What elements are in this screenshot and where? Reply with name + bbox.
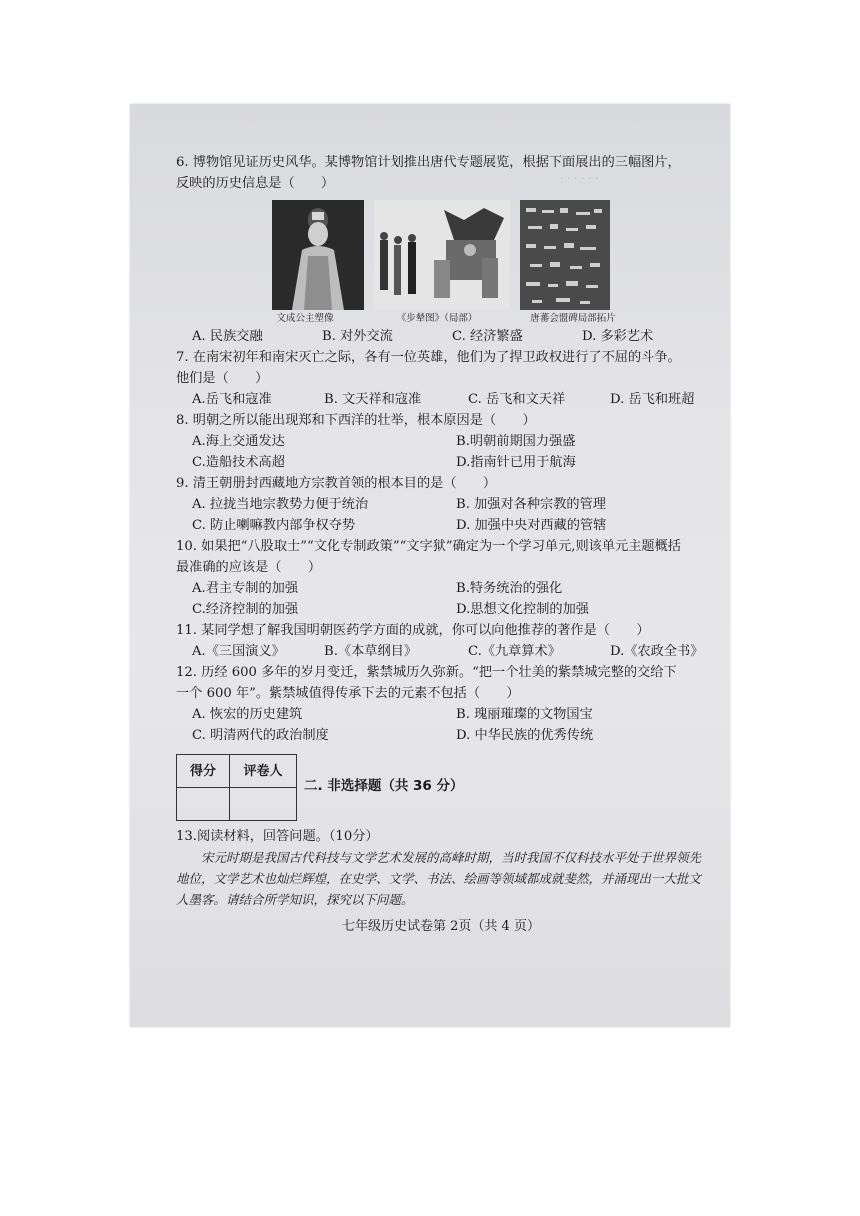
q10-options — [192, 578, 706, 620]
q11-options — [192, 641, 706, 662]
q8-stem: 8. 明朝之所以能出现郑和下西洋的壮举，根本原因是（ ） — [176, 413, 536, 428]
q7-option-c: C. 岳飞和文天祥 — [468, 392, 566, 407]
page-footer: 七年级历史试卷第 2页（共 4 页） — [342, 919, 540, 934]
q7-option-d: D. 岳飞和班超 — [610, 392, 695, 407]
princess-statue-image — [272, 200, 364, 310]
q8-option-b: B.明朝前期国力强盛 — [456, 434, 576, 449]
q8-options — [192, 431, 706, 473]
score-table — [176, 754, 297, 821]
q8-option-d: D.指南针已用于航海 — [456, 455, 576, 470]
q10-option-a: A.君主专制的加强 — [192, 581, 299, 596]
q7-stem-line2: 他们是（ ） — [176, 371, 269, 386]
q8-option-a: A.海上交通发达 — [192, 434, 285, 449]
q10-option-c: C.经济控制的加强 — [192, 602, 299, 617]
q6-figures — [176, 200, 706, 310]
score-section — [176, 754, 706, 826]
bleed-through-text: · · · · · · — [560, 172, 599, 185]
q13-passage: 宋元时期是我国古代科技与文学艺术发展的高峰时期，当时我国不仅科技水平处于世界领先地位，文学艺术也灿烂辉煌，在史学、文学、书法、绘画等领域都成就斐然，并涌现出一大批文人墨客。请结合所学知识，探究以下问题。 — [176, 850, 702, 907]
q11-stem: 11. 某同学想了解我国明朝医药学方面的成就，你可以向他推荐的著作是（ ） — [176, 623, 650, 638]
exam-page — [130, 104, 730, 1027]
q7-option-b: B. 文天祥和寇准 — [324, 392, 422, 407]
q6-stem-line1: 6. 博物馆见证历史风华。某博物馆计划推出唐代专题展览，根据下面展出的三幅图片， — [176, 155, 681, 170]
q6-options — [192, 326, 706, 347]
q10-stem-line1: 10. 如果把“八股取士”“文化专制政策”“文字狱”确定为一个学习单元,则该单元主题概括 — [176, 539, 681, 554]
q6-option-a: A. 民族交融 — [192, 329, 263, 344]
q8-option-c: C.造船技术高超 — [192, 455, 285, 470]
q10-option-b: B.特务统治的强化 — [456, 581, 563, 596]
q6-option-b: B. 对外交流 — [322, 329, 393, 344]
q11-option-c: C.《九章算术》 — [468, 644, 561, 659]
q6-stem-line2: 反映的历史信息是（ ） — [176, 176, 335, 191]
q12-stem-line2: 一个 600 年”。紫禁城值得传承下去的元素不包括（ ） — [176, 686, 520, 701]
q11-option-b: B.《本草纲目》 — [324, 644, 418, 659]
q9-option-d: D. 加强中央对西藏的管辖 — [456, 518, 607, 533]
q13-stem: 13.阅读材料，回答问题。（10分） — [176, 829, 379, 844]
q10-stem-line2: 最准确的应该是（ ） — [176, 560, 322, 575]
q6-captions — [176, 312, 706, 326]
caption-statue: 文成公主塑像 — [276, 313, 334, 324]
score-header: 得分 — [177, 755, 230, 788]
q9-option-a: A. 拉拢当地宗教势力便于统治 — [192, 497, 369, 512]
buniantu-painting-image — [374, 200, 510, 310]
page-content — [176, 152, 706, 937]
grader-header: 评卷人 — [230, 755, 297, 788]
q11-option-d: D.《农政全书》 — [610, 644, 704, 659]
q9-stem: 9. 清王朝册封西藏地方宗教首领的根本目的是（ ） — [176, 476, 497, 491]
q9-option-b: B. 加强对各种宗教的管理 — [456, 497, 606, 512]
q12-option-a: A. 恢宏的历史建筑 — [192, 707, 303, 722]
q7-option-a: A.岳飞和寇准 — [192, 392, 272, 407]
q9-options — [192, 494, 706, 536]
q12-options — [192, 704, 706, 746]
section-heading: 二. 非选择题（共 36 分） — [304, 778, 464, 794]
q7-stem-line1: 7. 在南宋初年和南宋灭亡之际，各有一位英雄，他们为了捍卫政权进行了不屈的斗争。 — [176, 350, 681, 365]
caption-stele: 唐蕃会盟碑局部拓片 — [530, 313, 616, 324]
q11-option-a: A.《三国演义》 — [192, 644, 285, 659]
q12-option-d: D. 中华民族的优秀传统 — [456, 728, 594, 743]
score-cell[interactable] — [177, 788, 230, 821]
q12-option-b: B. 瑰丽璀璨的文物国宝 — [456, 707, 593, 722]
grader-cell[interactable] — [230, 788, 297, 821]
q12-option-c: C. 明清两代的政治制度 — [192, 728, 329, 743]
q6-option-c: C. 经济繁盛 — [452, 329, 523, 344]
caption-painting: 《步辇图》（局部） — [396, 313, 478, 324]
q9-option-c: C. 防止喇嘛教内部争权夺势 — [192, 518, 356, 533]
q7-options — [192, 389, 706, 410]
q10-option-d: D.思想文化控制的加强 — [456, 602, 589, 617]
q12-stem-line1: 12. 历经 600 多年的岁月变迁，紫禁城历久弥新。“把一个壮美的紫禁城完整的交给下 — [176, 665, 677, 680]
q6-option-d: D. 多彩艺术 — [582, 329, 654, 344]
tang-tibet-stele-rubbing-image — [520, 200, 610, 310]
